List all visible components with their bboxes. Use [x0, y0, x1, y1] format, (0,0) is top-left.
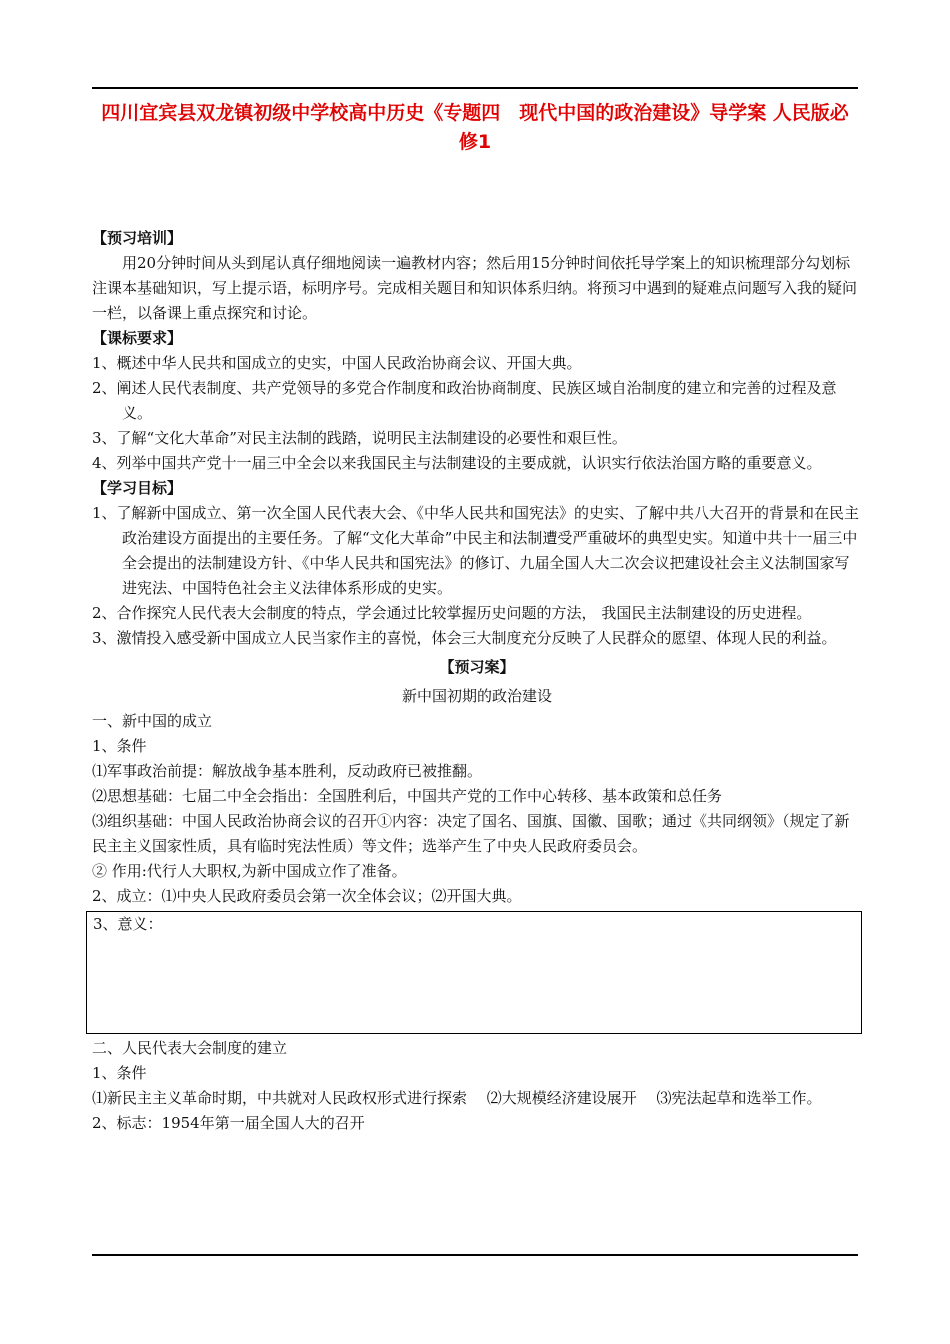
part2-conditions-text: ⑴新民主主义革命时期，中共就对人民政权形式进行探索 ⑵大规模经济建设展开 ⑶宪法起草和选举工作。 [92, 1089, 822, 1107]
top-rule [92, 87, 858, 89]
part1-condition-item: ⑶组织基础：中国人民政治协商会议的召开①内容：决定了国名、国旗、国徽、国歌；通过《共同纲领》（规定了新民主主义国家性质，具有临时宪法性质）等文件；选举产生了中央人民政府委员会。 [92, 812, 850, 855]
part1-condition-item: ⑴军事政治前提：解放战争基本胜利，反动政府已被推翻。 [92, 762, 483, 780]
lesson-subtitle: 新中国初期的政治建设 [401, 687, 552, 705]
section-heading-preview-training: 【预习培训】 [92, 229, 183, 247]
part1-condition-item: ② 作用:代行人大职权,为新中国成立作了准备。 [92, 862, 407, 880]
document-title: 四川宜宾县双龙镇初级中学校高中历史《专题四 现代中国的政治建设》导学案 人民版必修1 [101, 102, 849, 153]
goal-item: 1、了解新中国成立、第一次全国人民代表大会、《中华人民共和国宪法》的史实、了解中共八大召开的背景和在民主政治建设方面提出的主要任务。了解“文化大革命”中民主和法制遭受严重破坏的典型史实。知道中共十一届三中全会提出的法制建设方针、《中华人民共和国宪法》的修订、九届全国人大二次会议把建设社会主义法制国家写进宪法、中国特色社会主义法律体系形成的史实。 [92, 504, 860, 597]
curriculum-item: 2、阐述人民代表制度、共产党领导的多党合作制度和政治协商制度、民族区域自治制度的建立和完善的过程及意义。 [92, 379, 837, 422]
meaning-label: 3、意义： [93, 915, 163, 933]
part1-condition-item: ⑵思想基础：七届二中全会指出：全国胜利后，中国共产党的工作中心转移、基本政策和总任务 [92, 787, 723, 805]
part2-sign: 2、标志：1954年第一届全国人大的召开 [92, 1114, 365, 1132]
part2-heading: 二、人民代表大会制度的建立 [92, 1039, 288, 1057]
section-heading-preview-plan: 【预习案】 [439, 658, 515, 676]
bottom-rule [92, 1254, 858, 1256]
curriculum-item: 4、列举中国共产党十一届三中全会以来我国民主与法制建设的主要成就，认识实行依法治国方略的重要意义。 [92, 454, 822, 472]
section-heading-curriculum: 【课标要求】 [92, 329, 183, 347]
part1-establishment: 2、成立：⑴中央人民政府委员会第一次全体会议；⑵开国大典。 [92, 887, 522, 905]
curriculum-item: 1、概述中华人民共和国成立的史实，中国人民政治协商会议、开国大典。 [92, 354, 582, 372]
part1-conditions-heading: 1、条件 [92, 737, 147, 755]
curriculum-item: 3、了解“文化大革命”对民主法制的践踏，说明民主法制建设的必要性和艰巨性。 [92, 429, 627, 447]
document-body [92, 226, 862, 1136]
goal-item: 3、激情投入感受新中国成立人民当家作主的喜悦，体会三大制度充分反映了人民群众的愿望、体现人民的利益。 [92, 629, 837, 647]
section-heading-goals: 【学习目标】 [92, 479, 183, 497]
meaning-answer-box[interactable] [86, 911, 862, 1034]
part1-heading: 一、新中国的成立 [92, 712, 213, 730]
goal-item: 2、合作探究人民代表大会制度的特点，学会通过比较掌握历史问题的方法， 我国民主法制建设的历史进程。 [92, 604, 812, 622]
preview-training-text: 用20分钟时间从头到尾认真仔细地阅读一遍教材内容；然后用15分钟时间依托导学案上的知识梳理部分勾划标注课本基础知识，写上提示语，标明序号。完成相关题目和知识体系归纳。将预习中遇到的疑难点问题写入我的疑问一栏，以备课上重点探究和讨论。 [92, 254, 858, 322]
part2-conditions-heading: 1、条件 [92, 1064, 147, 1082]
